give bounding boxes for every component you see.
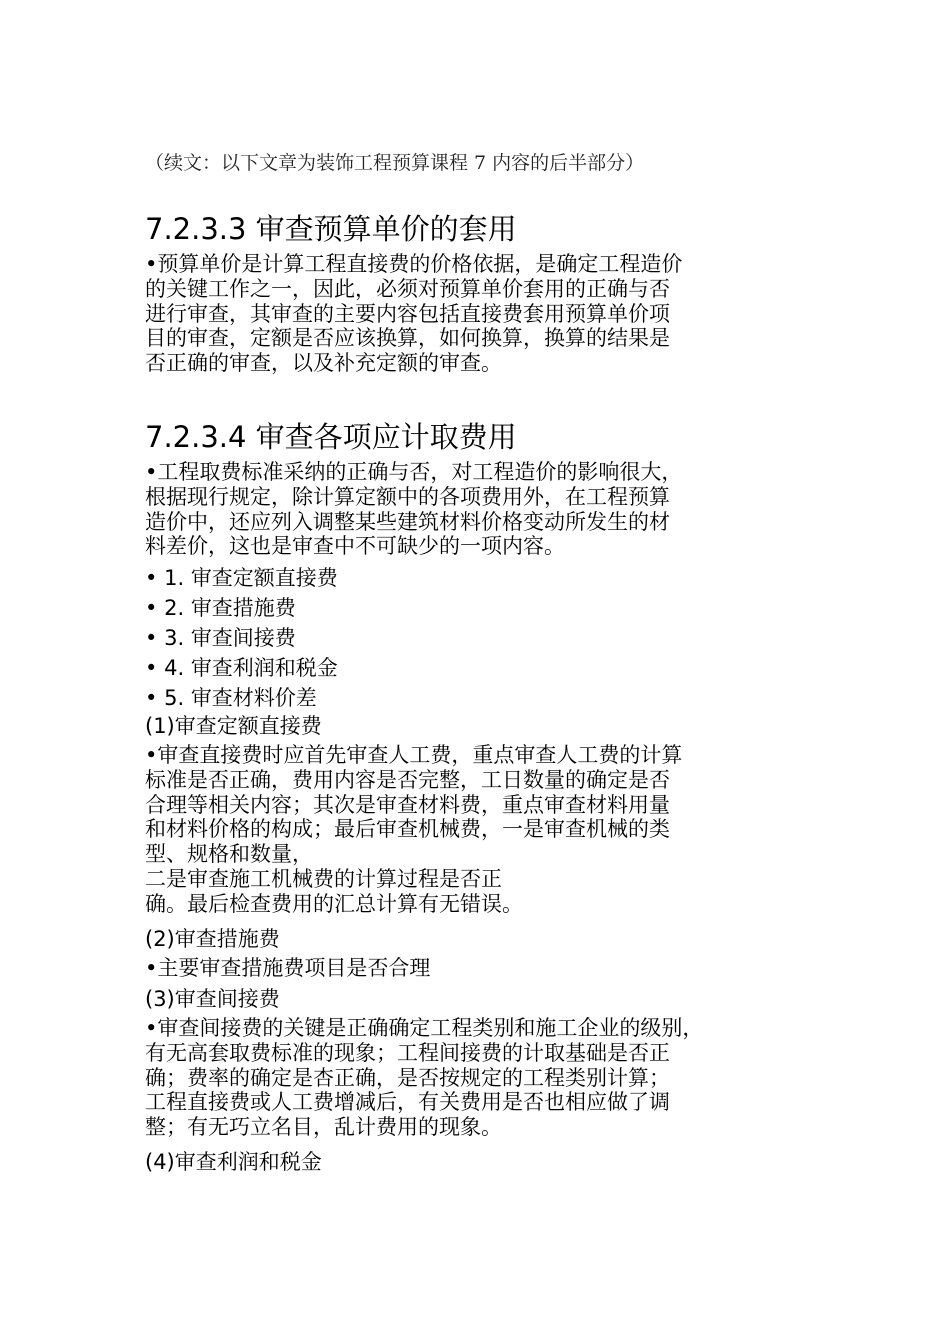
item-number: 3. (164, 626, 185, 650)
section-paragraph-7-2-3-3 (145, 252, 815, 376)
item-text: 审查利润和税金 (190, 656, 338, 680)
item-text: 审查间接费 (190, 626, 296, 650)
paragraph-line: 合理等相关内容；其次是审查材料费，重点审查材料用量 (145, 792, 670, 817)
paragraph-line: 有无高套取费标准的现象；工程间接费的计取基础是否正 (145, 1040, 670, 1065)
item-number: 5. (164, 686, 185, 710)
section-paragraph-7-2-3-4 (145, 460, 815, 559)
paragraph-line: 料差价，这也是审查中不可缺少的一项内容。 (145, 534, 565, 559)
paragraph-line: 的关键工作之一，因此，必须对预算单价套用的正确与否 (145, 276, 670, 301)
list-item (145, 563, 815, 593)
bullet-mark: • (145, 686, 158, 710)
paragraph-line: •主要审查措施费项目是否合理 (145, 956, 431, 980)
item-text: 审查定额直接费 (190, 566, 338, 590)
bullet-mark: • (145, 596, 158, 620)
list-item (145, 593, 815, 623)
item-number: 1. (164, 566, 185, 590)
bullet-mark: • (145, 656, 158, 680)
subheading-profit-tax: (4)审查利润和税金 (145, 1150, 322, 1174)
subheading-indirect-cost: (3)审查间接费 (145, 987, 280, 1011)
item-text: 审查材料价差 (190, 686, 317, 710)
item-number: 2. (164, 596, 185, 620)
paragraph-line: 目的审查，定额是否应该换算，如何换算，换算的结果是 (145, 326, 670, 351)
paragraph-line: •预算单价是计算工程直接费的价格依据，是确定工程造价 (145, 252, 683, 276)
paragraph-line: 型、规格和数量， (145, 842, 313, 867)
paragraph-line: 二是审查施工机械费的计算过程是否正 (145, 866, 502, 891)
list-item (145, 653, 815, 683)
paragraph-line: 造价中，还应列入调整某些建筑材料价格变动所发生的材 (145, 509, 670, 534)
paragraph-line: 进行审查，其审查的主要内容包括直接费套用预算单价项 (145, 301, 670, 326)
paragraph-line: 工程直接费或人工费增减后，有关费用是否也相应做了调 (145, 1090, 670, 1115)
paragraph-line: •工程取费标准采纳的正确与否，对工程造价的影响很大， (145, 460, 683, 484)
paragraph-line: 根据现行规定，除计算定额中的各项费用外，在工程预算 (145, 484, 670, 509)
bullet-mark: • (145, 566, 158, 590)
subheading-direct-cost: (1)审查定额直接费 (145, 714, 322, 738)
paragraph-measures-cost (145, 956, 815, 981)
paragraph-line: 确。最后检查费用的汇总计算有无错误。 (145, 891, 523, 916)
paragraph-line: 否正确的审查，以及补充定额的审查。 (145, 351, 502, 376)
paragraph-line: 和材料价格的构成；最后审查机械费，一是审查机械的类 (145, 817, 670, 842)
paragraph-line: •审查直接费时应首先审查人工费，重点审查人工费的计算 (145, 743, 683, 767)
paragraph-direct-cost (145, 743, 815, 917)
item-number: 4. (164, 656, 185, 680)
item-text: 审查措施费 (190, 596, 296, 620)
list-item (145, 623, 815, 653)
bullet-mark: • (145, 626, 158, 650)
paragraph-line: 标准是否正确，费用内容是否完整，工日数量的确定是否 (145, 767, 670, 792)
paragraph-line: •审查间接费的关键是正确确定工程类别和施工企业的级别， (145, 1016, 704, 1040)
paragraph-line: 整；有无巧立名目，乱计费用的现象。 (145, 1115, 502, 1140)
paragraph-indirect-cost (145, 1016, 815, 1140)
section-heading-7-2-3-4: 7.2.3.4 审查各项应计取费用 (145, 420, 517, 454)
paragraph-line: 确；费率的确定是杏正确，是否按规定的工程类别计算； (145, 1065, 670, 1090)
subheading-measures-cost: (2)审查措施费 (145, 927, 280, 951)
list-item (145, 683, 815, 713)
intro-note: （续文：以下文章为装饰工程预算课程 7 内容的后半部分） (145, 152, 645, 174)
section-heading-7-2-3-3: 7.2.3.3 审查预算单价的套用 (145, 212, 517, 246)
fee-review-list (145, 563, 815, 713)
